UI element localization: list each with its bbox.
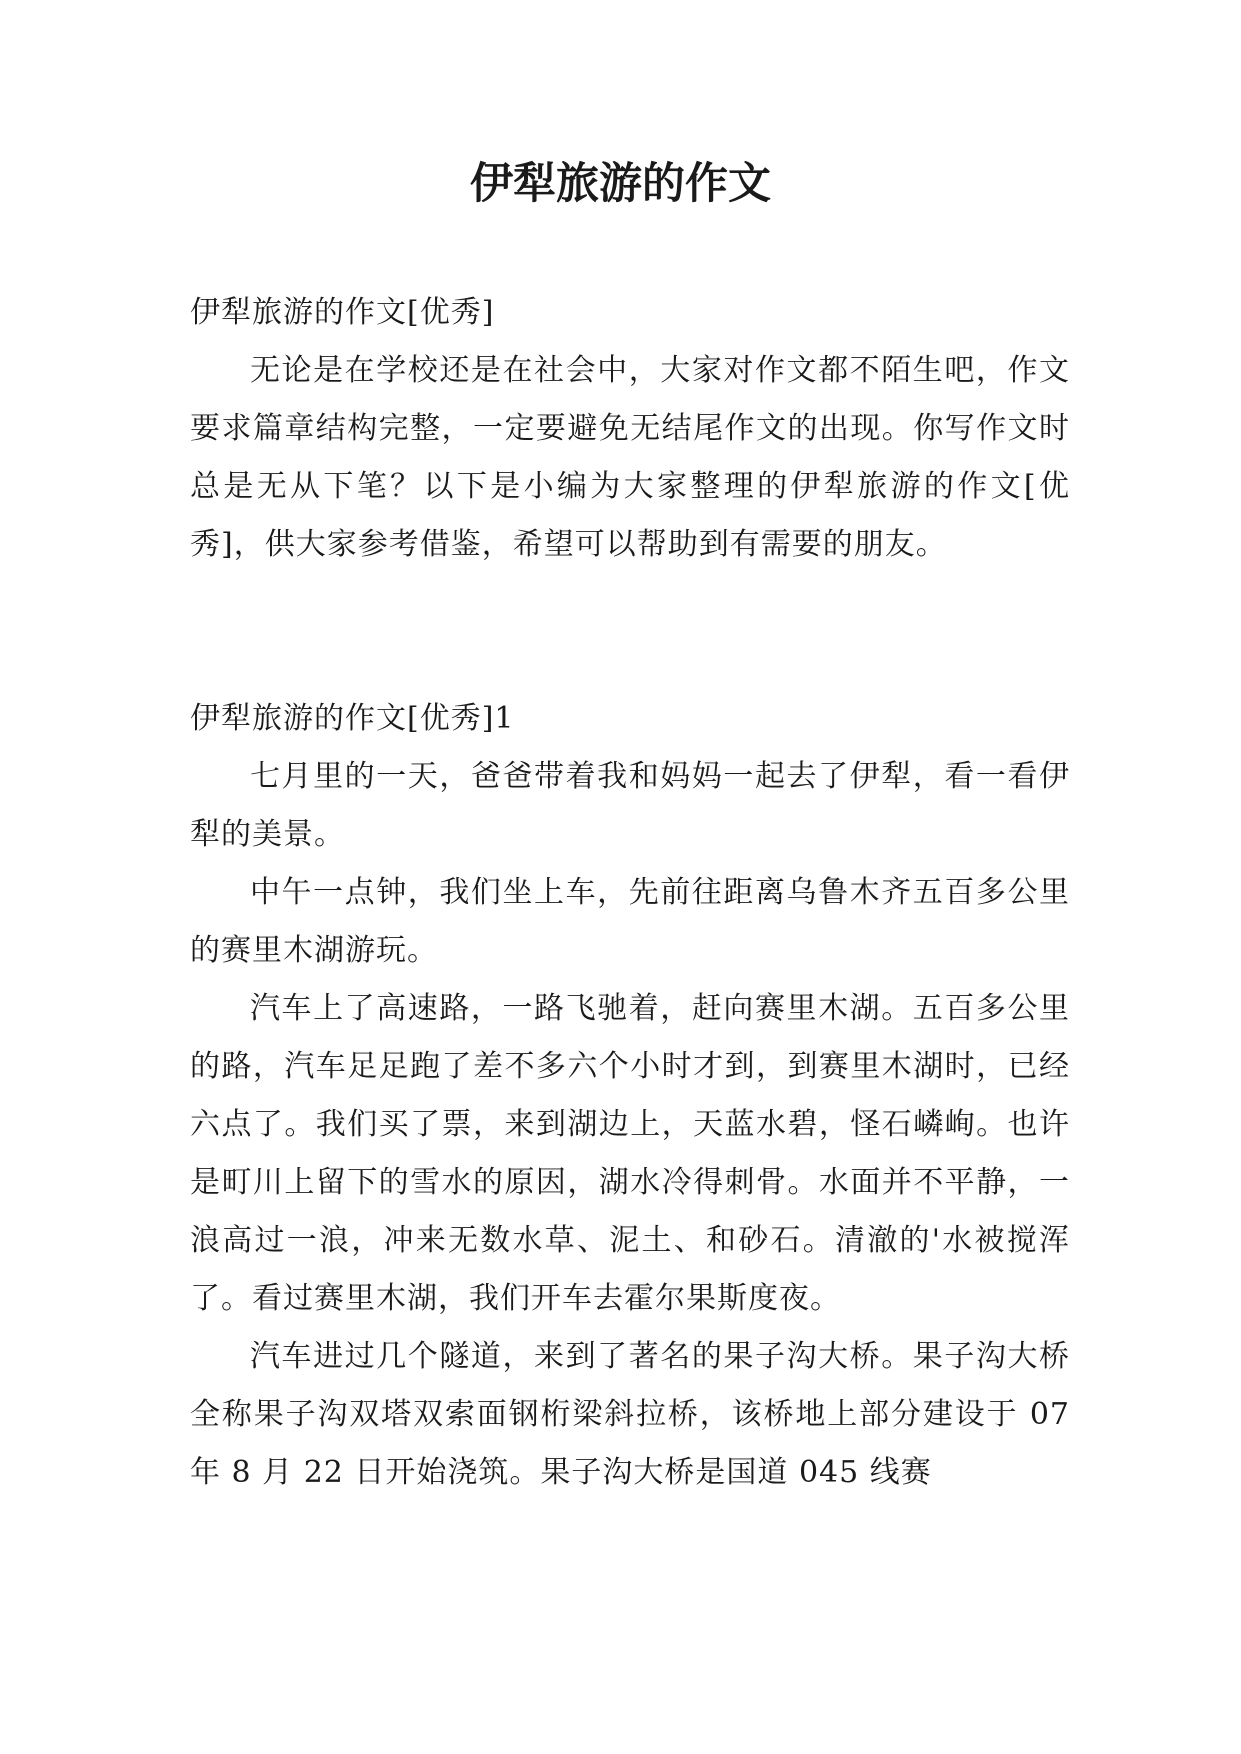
body-paragraph-1: 七月里的一天，爸爸带着我和妈妈一起去了伊犁，看一看伊犁的美景。 [190, 759, 1070, 852]
body-paragraph-3: 汽车上了高速路，一路飞驰着，赶向赛里木湖。五百多公里的路，汽车足足跑了差不多六个小时才到，到赛里木湖时，已经六点了。我们买了票，来到湖边上，天蓝水碧，怪石嶙峋。也许是町川上留下的雪水的原因，湖水冷得刺骨。水面并不平静，一浪高过一浪，冲来无数水草、泥土、和砂石。清澈的'水被搅浑了。看过赛里木湖，我们开车去霍尔果斯度夜。 [190, 991, 1070, 1316]
body-paragraph-4: 汽车进过几个隧道，来到了著名的果子沟大桥。果子沟大桥全称果子沟双塔双索面钢桁梁斜拉桥，该桥地上部分建设于 07 年 8 月 22 日开始浇筑。果子沟大桥是国道 045 线赛 [190, 1339, 1070, 1490]
section-spacer [190, 574, 1070, 690]
document-subtitle: 伊犁旅游的作文[优秀] [190, 295, 495, 330]
document-title: 伊犁旅游的作文 [470, 159, 771, 209]
document-body [190, 284, 1070, 1502]
body-paragraph-2: 中午一点钟，我们坐上车，先前往距离乌鲁木齐五百多公里的赛里木湖游玩。 [190, 875, 1070, 968]
intro-paragraph: 无论是在学校还是在社会中，大家对作文都不陌生吧，作文要求篇章结构完整，一定要避免无结尾作文的出现。你写作文时总是无从下笔？以下是小编为大家整理的伊犁旅游的作文[优秀]，供大家参考借鉴，希望可以帮助到有需要的朋友。 [190, 353, 1070, 562]
section-heading: 伊犁旅游的作文[优秀]1 [190, 701, 515, 736]
